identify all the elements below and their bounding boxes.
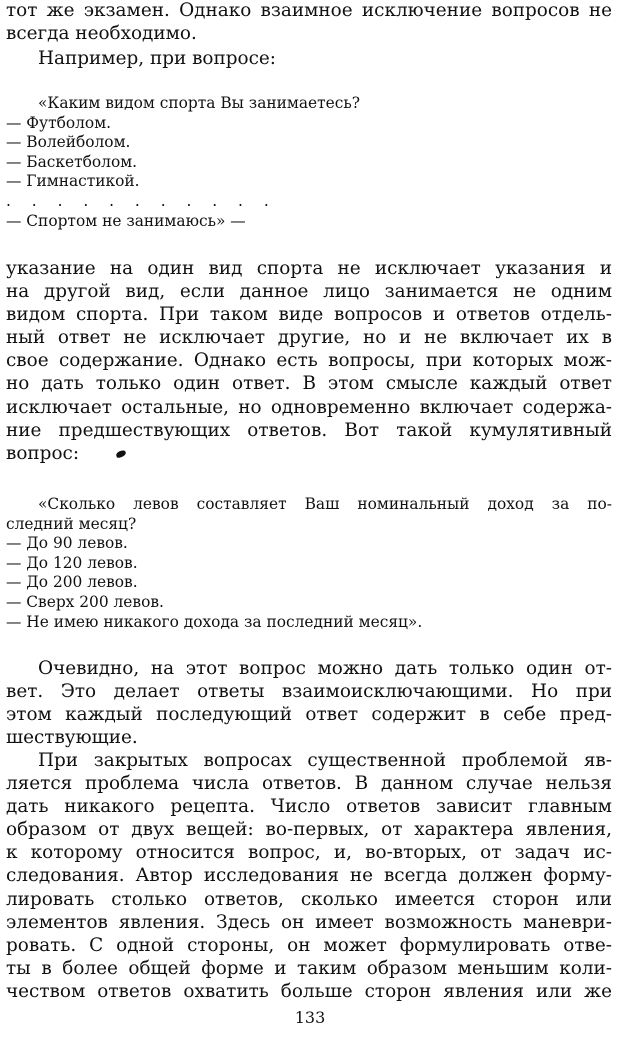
option-line: — До 90 левов. [6,534,128,553]
text-line: вет. Это делает ответы взаимоисключающими. Но при [6,681,612,703]
text-line: следования. Автор исследования не всегда должен форму- [6,865,612,887]
text-line: ние предшествующих ответов. Вот такой кумулятивный [6,419,612,441]
option-line: — Сверх 200 левов. [6,592,164,611]
text-line: этом каждый последующий ответ содержит в себе пред- [6,704,612,726]
question-line: следний месяц? [6,514,137,533]
text-line: к которому относится вопрос, и, во-вторых, от задач ис- [6,842,612,864]
text-line: дать никакого рецепта. Число ответов зависит главным [6,796,612,818]
option-line: — До 200 левов. [6,573,138,592]
text-line: чеством ответов охватить больше сторон явления или же [6,980,612,1002]
option-line: — Баскетболом. [6,152,138,171]
option-line: — Не имею никакого дохода за последний месяц». [6,612,423,631]
option-line: — Гимнастикой. [6,172,140,191]
text-line: свое содержание. Однако есть вопросы, при которых мож- [6,350,612,372]
text-line: всегда необходимо. [6,23,197,45]
option-line: — Футболом. [6,113,112,132]
text-line: вопрос: [6,442,80,464]
paragraph-explanation [6,257,612,465]
text-line: видом спорта. При таком виде вопросов и ответов отдель- [6,304,612,326]
text-line: но дать только один ответ. В этом смысле каждый ответ [6,373,612,395]
text-line: образом от двух вещей: во-первых, от характера явления, [6,819,612,841]
text-line: лировать столько ответов, сколько имеется сторон или [6,888,612,910]
text-line: При закрытых вопросах существенной проблемой яв- [38,750,612,771]
quote-sport-question [6,94,612,231]
paragraph-continuation [6,0,612,45]
question-line: «Сколько левов составляет Ваш номинальный доход за по- [38,495,612,513]
quote-income-question [6,495,612,632]
text-line: тот же экзамен. Однако взаимное исключение вопросов не [6,0,612,21]
text-line: элементов явления. Здесь он имеет возможность маневри- [6,911,612,933]
paragraph-closed-questions [6,749,612,1003]
text-line: ровать. С одной стороны, он может формулировать отве- [6,934,612,956]
option-line: — До 120 левов. [6,553,138,572]
ellipsis-dots: . . . . . . . . . . . [6,191,277,210]
paragraph-intro [6,47,612,70]
text-line: Очевидно, на этот вопрос можно дать только один от- [38,658,612,679]
paragraph-conclusion [6,657,612,749]
option-line: — Спортом не занимаюсь» — [6,211,246,230]
text-line: Например, при вопросе: [38,48,276,69]
text-line: на другой вид, если данное лицо занимается не одним [6,281,612,303]
option-line: — Волейболом. [6,133,131,152]
text-line: ный ответ не исключает другие, но и не включает их в [6,327,612,349]
text-line: ляется проблема числа ответов. В данном случае нельзя [6,773,612,795]
text-line: ты в более общей форме и таким образом меньшим коли- [6,957,612,979]
text-line: указание на один вид спорта не исключает указания и [6,258,612,279]
page-number: 133 [294,1008,326,1027]
question-line: «Каким видом спорта Вы занимаетесь? [38,94,361,112]
text-line: исключает остальные, но одновременно включает содержа- [6,396,612,418]
text-line: шествующие. [6,727,138,749]
